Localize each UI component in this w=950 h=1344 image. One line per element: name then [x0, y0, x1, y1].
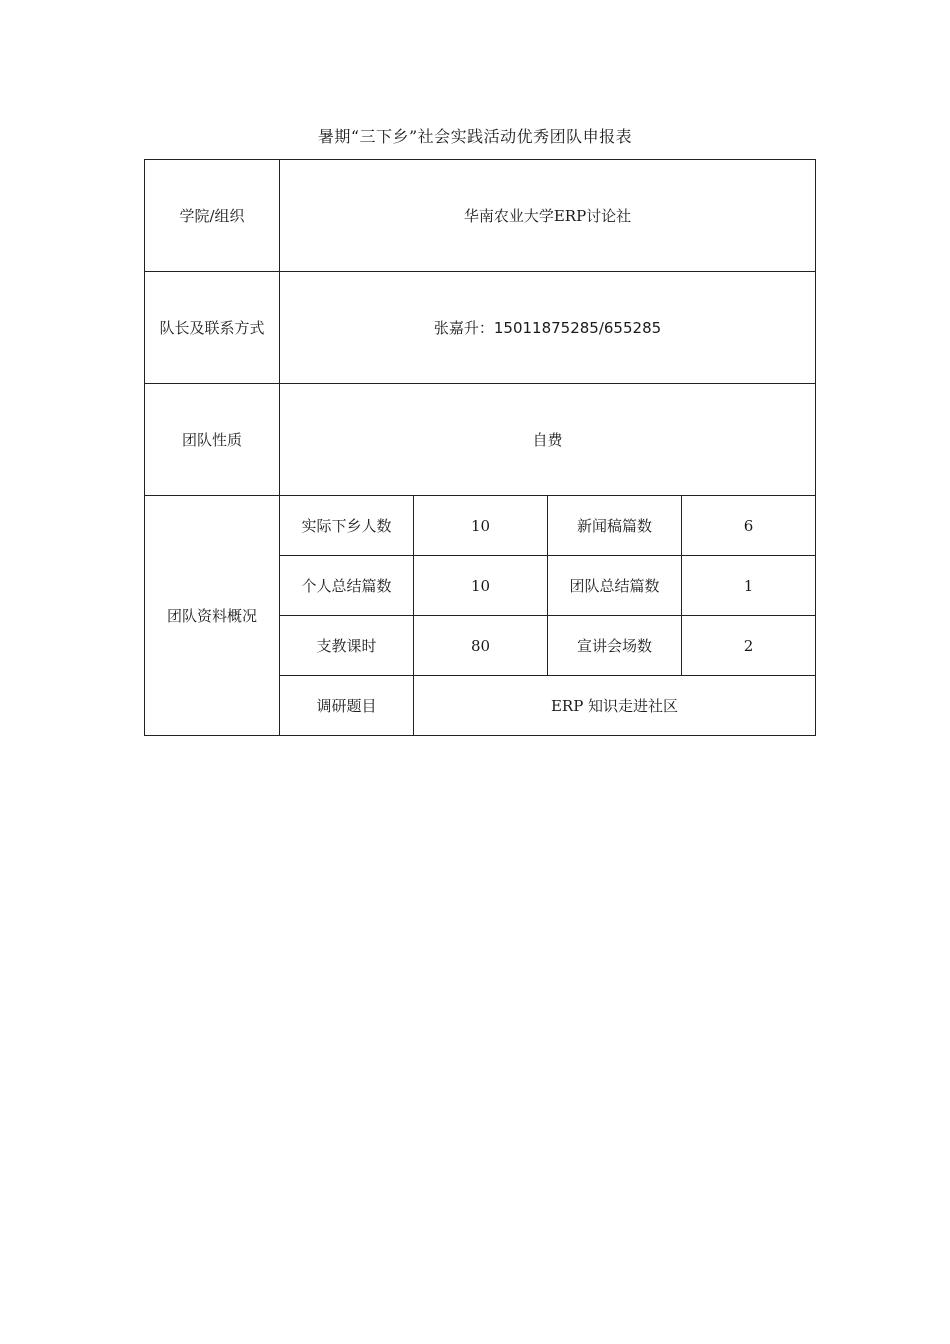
document-title: 暑期“三下乡”社会实践活动优秀团队申报表: [317, 127, 633, 146]
leader-row: [145, 272, 816, 384]
team-summary-value: 1: [682, 556, 816, 616]
lectures-label: 宣讲会场数: [548, 616, 682, 676]
members-label: 实际下乡人数: [280, 496, 414, 556]
lectures-value: 2: [682, 616, 816, 676]
college-label: 学院/组织: [145, 160, 280, 272]
college-value: 华南农业大学ERP讨论社: [280, 160, 816, 272]
research-label: 调研题目: [280, 676, 414, 736]
nature-label: 团队性质: [145, 384, 280, 496]
teaching-hours-value: 80: [414, 616, 548, 676]
leader-value: 张嘉升：15011875285/655285: [280, 272, 816, 384]
leader-label: 队长及联系方式: [145, 272, 280, 384]
teaching-hours-label: 支教课时: [280, 616, 414, 676]
team-summary-label: 团队总结篇数: [548, 556, 682, 616]
profile-label: 团队资料概况: [145, 496, 280, 736]
members-value: 10: [414, 496, 548, 556]
personal-summary-value: 10: [414, 556, 548, 616]
personal-summary-label: 个人总结篇数: [280, 556, 414, 616]
profile-row-1: [145, 496, 816, 556]
research-value: ERP 知识走进社区: [414, 676, 816, 736]
nature-value: 自费: [280, 384, 816, 496]
news-label: 新闻稿篇数: [548, 496, 682, 556]
college-row: [145, 160, 816, 272]
nature-row: [145, 384, 816, 496]
application-form-table: [144, 159, 816, 736]
news-value: 6: [682, 496, 816, 556]
